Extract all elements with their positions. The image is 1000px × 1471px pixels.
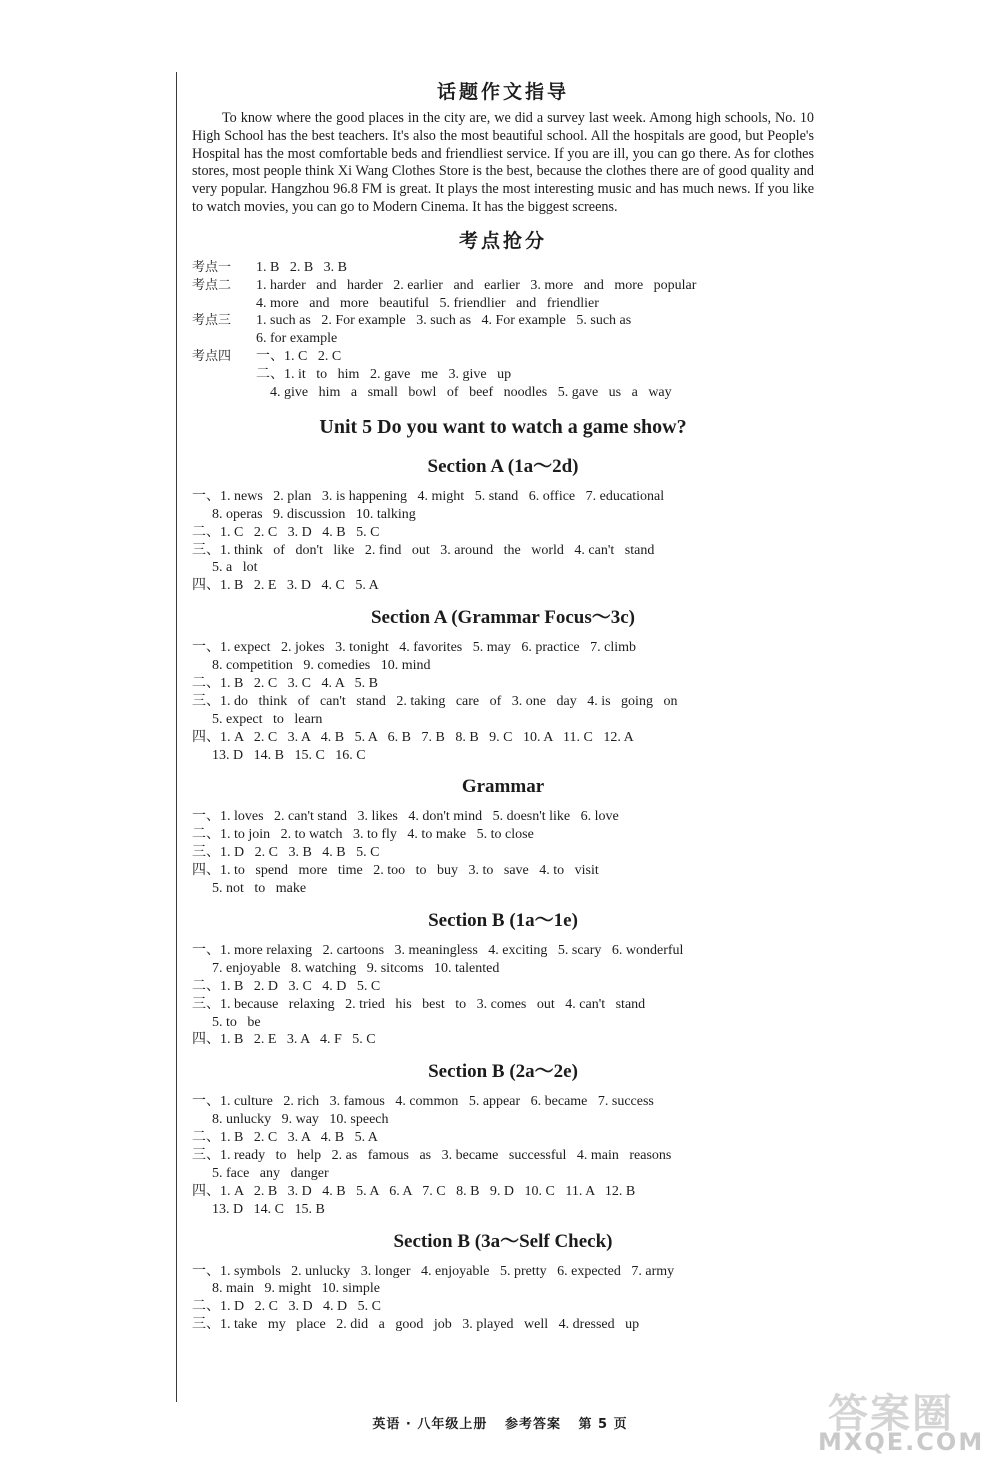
kaodian-label: 考点四 [192,349,232,365]
kaodian-row [192,312,814,330]
answer-line: 三、1. D 2. C 3. B 4. B 5. C [192,845,380,861]
answer-line: 5. not to make [212,881,307,897]
kaodian-answer: 1. harder and harder 2. earlier and earlier 3. more and more popular [256,277,697,293]
kaodian-answer: 6. for example [256,331,338,347]
section-title: Section A (1a～2d) [427,455,579,477]
section-title: Section B (3a～Self Check) [393,1230,613,1252]
kaodian-answer: 二、1. it to him 2. gave me 3. give up [256,367,512,383]
answer-line: 四、1. A 2. B 3. D 4. B 5. A 6. A 7. C 8. B 9. D 10. C 11. A 12. B [192,1183,636,1199]
section-title: Grammar [461,776,545,798]
essay-line: high schools, No. 10 High School has the best teachers. It's also the most beautiful [192,110,815,144]
answer-section [192,770,814,897]
kaodian-answers [192,259,814,402]
answer-line: 三、1. because relaxing 2. tried his best to 3. comes out 4. can't stand [192,996,646,1012]
answer-line: 一、1. news 2. plan 3. is happening 4. might 5. stand 6. office 7. educational [192,488,665,504]
answer-line: 一、1. expect 2. jokes 3. tonight 4. favorites 5. may 6. practice 7. climb [192,640,637,656]
answer-section [192,1225,814,1335]
kaodian-row [192,366,814,384]
kaodian-row [192,259,814,277]
answer-line: 二、1. D 2. C 3. D 4. D 5. C [192,1299,382,1315]
answer-line: 8. operas 9. discussion 10. talking [212,506,416,522]
answer-line: 13. D 14. C 15. B [212,1201,325,1217]
answer-line: 5. face any danger [212,1165,329,1181]
answer-line: 二、1. B 2. D 3. C 4. D 5. C [192,978,381,994]
answer-line: 三、1. think of don't like 2. find out 3. around the world 4. can't stand [192,542,655,558]
kaodian-answer: 4. more and more beautiful 5. friendlier and friendlier [256,295,599,311]
answer-line: 一、1. loves 2. can't stand 3. likes 4. don't mind 5. doesn't like 6. love [192,809,619,825]
kaodian-row [192,277,814,295]
kaodian-label: 考点二 [192,277,232,293]
section-title: Section B (1a～1e) [428,909,578,931]
essay-line: and friendliest service. If you are ill, you can go there. As for clothes stores, most people [192,145,814,180]
section-title: Section A (Grammar Focus～3c) [370,607,636,629]
answer-line: 二、1. C 2. C 3. D 4. B 5. C [192,524,380,540]
answer-line: 二、1. B 2. C 3. C 4. A 5. B [192,676,378,692]
answer-line: 二、1. to join 2. to watch 3. to fly 4. to make 5. to close [192,827,534,843]
answer-line: 三、1. take my place 2. did a good job 3. played well 4. dressed up [192,1317,640,1333]
essay-line: school. All the hospitals are good, but People's Hospital has the most comfortable beds [192,127,814,162]
answer-line: 四、1. B 2. E 3. D 4. C 5. A [192,578,379,594]
kaodian-answer: 1. such as 2. For example 3. such as 4. For example 5. such as [256,313,632,329]
answer-line: 四、1. A 2. C 3. A 4. B 5. A 6. B 7. B 8. B 9. C 10. A 11. C 12. A [192,729,634,745]
answer-line: 5. a lot [212,560,258,576]
watermark-logo: 答案圈 [828,1391,954,1437]
kaodian-row [192,384,814,402]
kaodian-row [192,330,814,348]
answer-section [192,601,814,764]
kaodian-row [192,348,814,366]
answer-section [192,904,814,1049]
answer-line: 一、1. symbols 2. unlucky 3. longer 4. enjoyable 5. pretty 6. expected 7. army [192,1263,675,1279]
answer-line: 四、1. B 2. E 3. A 4. F 5. C [192,1032,376,1048]
footer-page-number: 第 5 页 [578,1417,628,1432]
kaodian-answer: 4. give him a small bowl of beef noodles 5. gave us a way [256,385,672,401]
essay-line: screens. [572,198,618,215]
topic-title: 话题作文指导 [436,81,569,103]
answer-line: 7. enjoyable 8. watching 9. sitcoms 10. talented [212,960,500,976]
kaodian-title: 考点抢分 [458,229,547,252]
answer-section [192,450,814,595]
watermark-site: MXQE.COM [818,1428,985,1456]
answer-section [192,1055,814,1218]
answer-line: 13. D 14. B 15. C 16. C [212,747,366,763]
answer-line: 8. unlucky 9. way 10. speech [212,1112,389,1128]
section-title: Section B (2a～2e) [428,1061,578,1083]
essay-line: much news. If you like to watch movies, you can go to Modern Cinema. It has the biggest [192,181,814,215]
essay-line: very popular. Hangzhou 96.8 FM is great. It plays the most interesting music and has [192,181,683,198]
answer-line: 二、1. B 2. C 3. A 4. B 5. A [192,1130,378,1146]
topic-essay [192,110,814,217]
left-margin-rule [176,72,177,1402]
unit-title: Unit 5 Do you want to watch a game show? [319,415,687,438]
answer-content [192,78,814,1334]
kaodian-label: 考点三 [192,313,232,329]
answer-line: 8. competition 9. comedies 10. mind [212,658,431,674]
essay-line: To know where the good places in the city are, we did a survey last week. Among [222,110,696,126]
kaodian-label: 考点一 [192,259,232,275]
answer-line: 5. to be [212,1014,261,1030]
section-list [192,450,814,1334]
kaodian-answer: 一、1. C 2. C [256,349,342,365]
essay-line: think Xi Wang Clothes Store is the best, because the clothes there are of good quality and [305,163,814,180]
footer-label: 参考答案 [504,1417,561,1432]
kaodian-row [192,295,814,313]
answer-line: 三、1. ready to help 2. as famous as 3. became successful 4. main reasons [192,1147,672,1163]
answer-line: 三、1. do think of can't stand 2. taking care of 3. one day 4. is going on [192,693,678,709]
answer-line: 8. main 9. might 10. simple [212,1281,380,1297]
answer-line: 一、1. culture 2. rich 3. famous 4. common 5. appear 6. became 7. success [192,1094,654,1110]
answer-line: 一、1. more relaxing 2. cartoons 3. meaningless 4. exciting 5. scary 6. wonderful [192,942,684,958]
answer-line: 5. expect to learn [212,711,323,727]
footer-subject: 英语 · 八年级上册 [372,1417,488,1432]
answer-line: 四、1. to spend more time 2. too to buy 3. to save 4. to visit [192,863,599,879]
kaodian-answer: 1. B 2. B 3. B [256,259,348,275]
